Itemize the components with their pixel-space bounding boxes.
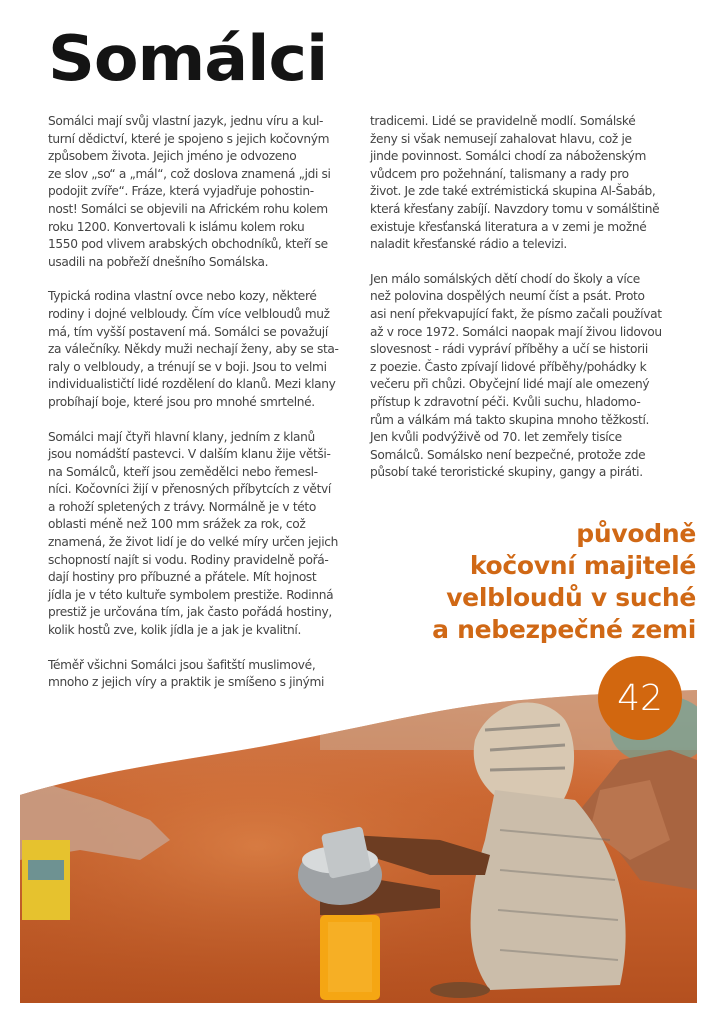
page-title: Somálci [48,22,328,95]
paragraph: Jen málo somálských dětí chodí do školy a více než polovina dospělých neumí číst a psát. Proto asi není překvapující fakt, že písmo začali používat až v roce 1972. Somálci naopak mají živou lidovou slovesnost - rádi vypráví příběhy a učí se historii z poezie. Často zpívají lidové příběhy/pohádky k večeru při chůzi. Obyčejní lidé mají ale omezený přístup k zdravotní péči. Kvůli suchu, hladomo- rům a válkám má takto skupina mnoho těžkostí. Jen kvůli podvýživě od 70. let zemřely tisíce Somálců. Somálsko není bezpečné, protože zde působí také teroristické skupiny, gangy a piráti. [370,271,662,480]
paragraph: Somálci mají svůj vlastní jazyk, jednu víru a kul- turní dědictví, které je spojeno s jejich kočovným způsobem života. Jejich jméno je odvozeno ze slov „so“ a „mál“, což doslova znamená „jdi si podojit zvíře“. Fráze, která vyjadřuje pohostin- nost! Somálci se objevili na Africkém rohu kolem roku 1200. Konvertovali k islámu kolem roku 1550 pod vlivem arabských obchodníků, kteří se usadili na pobřeží dnešního Somálska. [48,114,331,269]
photo [20,690,697,1003]
pull-quote: původně kočovní majitelé velbloudů v suché a nebezpečné zemi [432,519,696,644]
right-column [370,113,700,499]
paragraph: Somálci mají čtyři hlavní klany, jedním z klanů jsou nomádští pastevci. V dalším klanu žije větši- na Somálců, kteří jsou zemědělci nebo řemesl- níci. Kočovníci žijí v přenosných příbytcích z větví a rohoží spletených z trávy. Normálně je v této oblasti méně než 100 mm srážek za rok, což znamená, že život lidí je do velké míry určen jejich schopností najít si vodu. Rodiny pravidelně pořá- dají hostiny pro příbuzné a přátele. Mít hojnost jídla je v této kultuře symbolem prestiže. Rodinná prestiž je určována tím, jak často pořádá hostiny, kolik hostů zve, kolik jídla je a jak je kvalitní. [48,429,338,638]
left-column [48,113,366,709]
paragraph: tradicemi. Lidé se pravidelně modlí. Somálské ženy si však nemusejí zahalovat hlavu, což je jinde povinnost. Somálci chodí za náboženským vůdcem pro požehnání, talismany a rady pro život. Je zde také extrémistická skupina Al-Šabáb, která křesťany zabíjí. Navzdory tomu v somálštině existuje křesťanská literatura a v zemi je možné naladit křesťanské rádio a televizi. [370,114,660,252]
paragraph: Typická rodina vlastní ovce nebo kozy, některé rodiny i dojné velbloudy. Čím více velbloudů muž má, tím vyšší postavení má. Somálci se považují za válečníky. Někdy muži nechají ženy, aby se sta- raly o velbloudy, a trénují se v boji. Jsou to velmi individualističtí lidé rozdělení do klanů. Mezi klany probíhají boje, které jsou pro mnohé smrtelné. [48,289,339,409]
page-number-badge: 42 [598,656,682,740]
paragraph: Téměř všichni Somálci jsou šafitští muslimové, mnoho z jejich víry a praktik je smíšeno s jinými [48,657,325,690]
